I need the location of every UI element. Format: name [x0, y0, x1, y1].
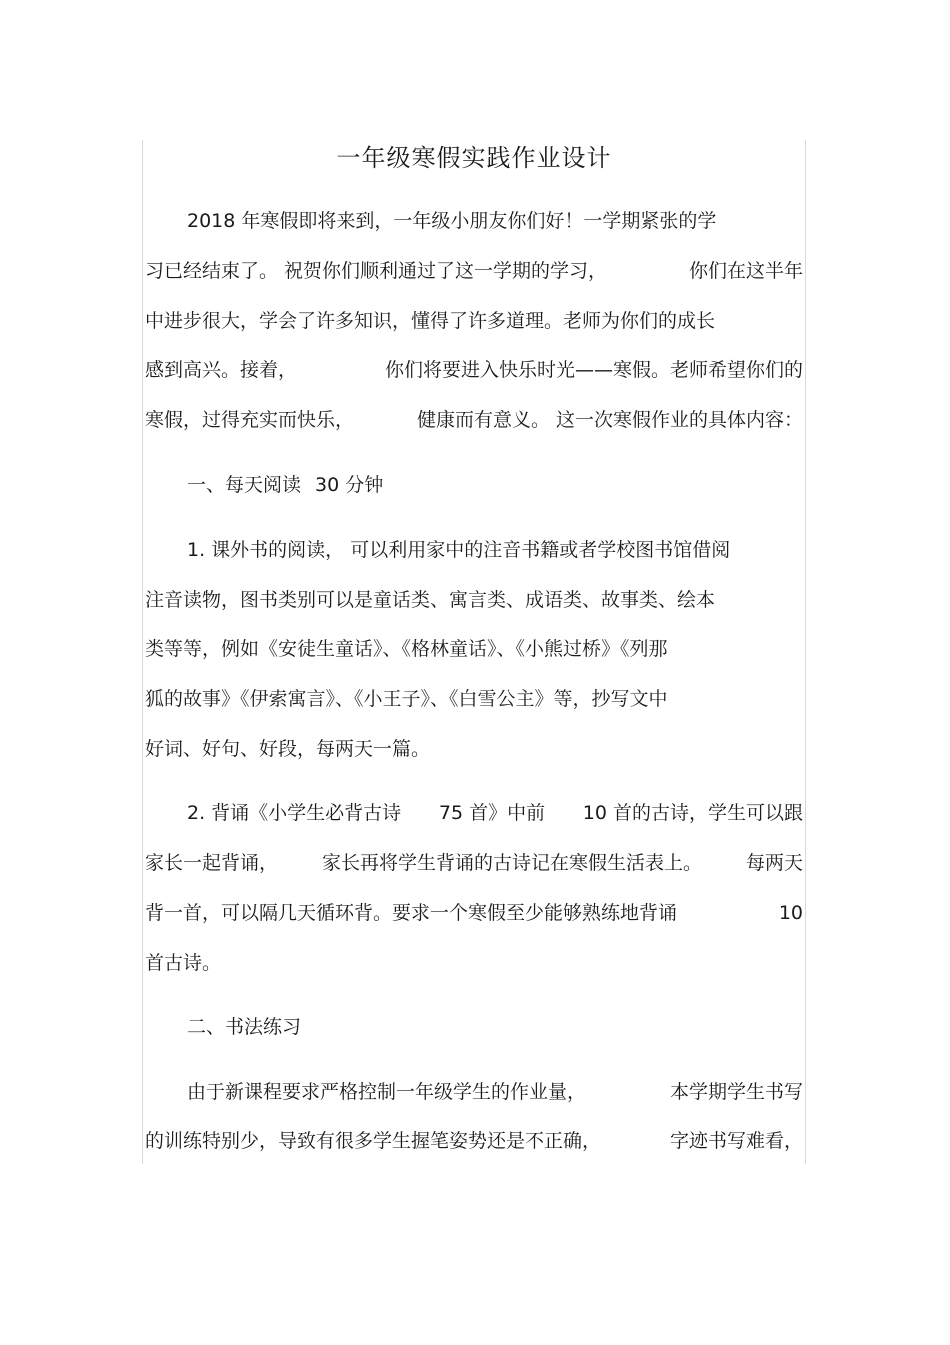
text-line	[145, 636, 803, 662]
text-segment: 由于新课程要求严格控制一年级学生的作业量，	[187, 1081, 587, 1103]
text-segment: 习已经结束了。 祝贺你们顺利通过了这一学期的学习，	[145, 260, 608, 282]
text-line	[145, 308, 803, 334]
text-line	[145, 736, 803, 762]
text-segment: 二、书法练习	[187, 1016, 302, 1038]
text-segment: 背一首，可以隔几天循环背。要求一个寒假至少能够熟练地背诵	[145, 902, 678, 924]
text-line	[145, 1128, 803, 1154]
text-segment: 家长再将学生背诵的古诗记在寒假生活表上。	[321, 852, 702, 874]
text-segment: 每两天	[745, 852, 803, 874]
text-segment: 好词、好句、好段，每两天一篇。	[145, 738, 431, 760]
text-line	[187, 800, 803, 826]
text-segment: 2. 背诵《小学生必背古诗	[187, 802, 402, 824]
page-right-edge	[805, 140, 806, 1164]
text-segment: 首古诗。	[145, 952, 222, 974]
text-segment: 1. 课外书的阅读， 可以利用家中的注音书籍或者学校图书馆借阅	[187, 539, 731, 561]
text-line	[145, 258, 803, 284]
text-segment: 家长一起背诵，	[145, 852, 279, 874]
text-line	[145, 357, 803, 383]
text-segment: 狐的故事》《伊索寓言》、《小王子》、《白雪公主》等，抄写文中	[145, 688, 668, 710]
text-segment: 75 首》中前	[438, 802, 546, 824]
text-segment: 10	[778, 902, 803, 924]
text-line	[145, 950, 803, 976]
text-line	[145, 850, 803, 876]
text-line	[187, 537, 803, 563]
text-line	[187, 1079, 803, 1105]
text-segment: 30 分钟	[315, 474, 384, 496]
text-segment: 本学期学生书写	[669, 1081, 803, 1103]
text-segment: 中进步很大，学会了许多知识，懂得了许多道理。老师为你们的成长	[145, 310, 716, 332]
text-segment: 10 首的古诗，学生可以跟	[582, 802, 803, 824]
text-segment: 你们将要进入快乐时光——寒假。老师希望你们的	[384, 359, 803, 381]
text-segment: 寒假，过得充实而快乐，	[145, 409, 355, 431]
section-heading	[187, 1014, 803, 1040]
text-segment: 一、每天阅读	[187, 474, 302, 496]
text-segment: 注音读物，图书类别可以是童话类、寓言类、成语类、故事类、绘本	[145, 589, 716, 611]
text-segment: 2018 年寒假即将来到，一年级小朋友你们好！一学期紧张的学	[187, 210, 717, 232]
text-segment: 类等等，例如《安徒生童话》、《格林童话》、《小熊过桥》《列那	[145, 638, 668, 660]
text-line	[145, 900, 803, 926]
text-line	[145, 407, 803, 433]
document-title: 一年级寒假实践作业设计	[336, 144, 612, 172]
text-line	[145, 587, 803, 613]
section-heading	[187, 472, 803, 498]
text-line	[145, 686, 803, 712]
text-line	[187, 208, 803, 234]
text-segment: 感到高兴。接着，	[145, 359, 298, 381]
text-segment: 你们在这半年	[688, 260, 803, 282]
text-segment: 的训练特别少，导致有很多学生握笔姿势还是不正确，	[145, 1130, 602, 1152]
text-segment: 字迹书写难看，	[669, 1130, 803, 1152]
page-left-edge	[142, 140, 143, 1164]
text-segment: 健康而有意义。 这一次寒假作业的具体内容：	[416, 409, 803, 431]
